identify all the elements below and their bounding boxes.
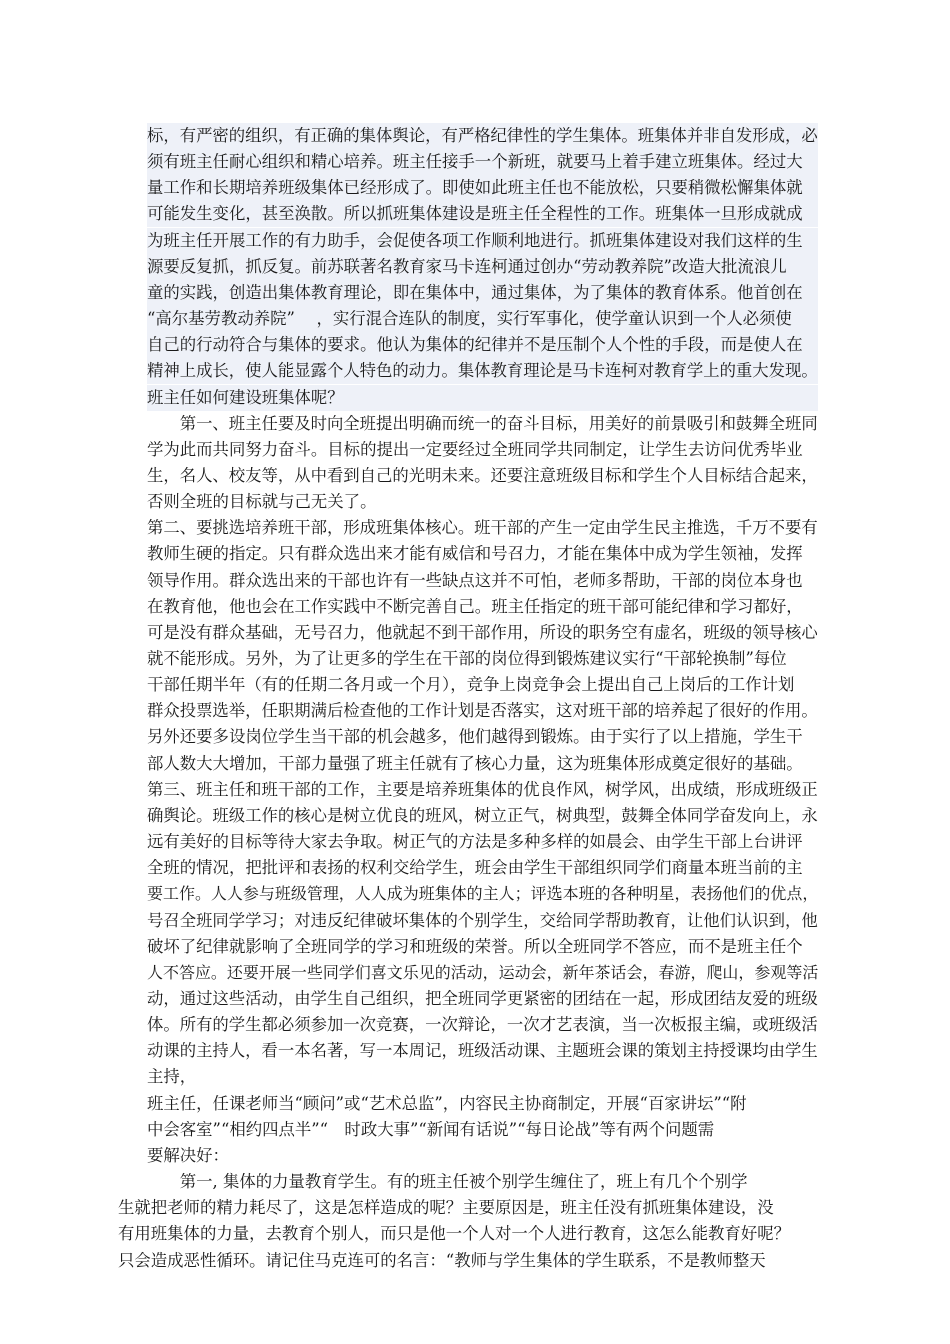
text-line: 第一、班主任要及时向全班提出明确而统一的奋斗目标，用美好的前景吸引和鼓舞全班同	[147, 413, 818, 433]
text-line: 群众投票选举，任职期满后检查他的工作计划是否落实，这对班干部的培养起了很好的作用。	[147, 701, 818, 721]
text-line: 要工作。人人参与班级管理，人人成为班集体的主人；评选本班的各种明星，表扬他们的优点，	[147, 884, 818, 904]
text-line: 生就把老师的精力耗尽了，这是怎样造成的呢？主要原因是，班主任没有抓班集体建设，没	[118, 1198, 774, 1218]
text-line: 人不答应。还要开展一些同学们喜文乐见的活动，运动会，新年茶话会，春游，爬山，参观等活	[147, 962, 818, 982]
text-line: 要解决好：	[147, 1145, 229, 1165]
text-line: 确舆论。班级工作的核心是树立优良的班风，树立正气，树典型，鼓舞全体同学奋发向上，永	[147, 805, 818, 825]
text-line: 部人数大大增加，干部力量强了班主任就有了核心力量，这为班集体形成奠定很好的基础。	[147, 753, 803, 773]
text-line: 否则全班的目标就与己无关了。	[147, 492, 377, 512]
text-line: 童的实践，创造出集体教育理论，即在集体中，通过集体，为了集体的教育体系。他首创在	[147, 280, 818, 306]
text-line: 第二、要挑选培养班干部，形成班集体核心。班干部的产生一定由学生民主推选，千万不要有	[147, 518, 818, 538]
text-line: 动课的主持人，看一本名著，写一本周记，班级活动课、主题班会课的策划主持授课均由学生	[147, 1041, 818, 1061]
text-line: 源要反复抓，抓反复。前苏联著名教育家马卡连柯通过创办“劳动教养院”改造大批流浪儿	[147, 254, 818, 280]
text-line: 就不能形成。另外，为了让更多的学生在干部的岗位得到锻炼建议实行“干部轮换制”每位	[147, 649, 787, 668]
text-line: 动，通过这些活动，由学生自己组织，把全班同学更紧密的团结在一起，形成团结友爱的班级	[147, 988, 818, 1008]
text-line: 中会客室”“相约四点半”“ 时政大事”“新闻有话说”“每日论战”等有两个问题需	[147, 1119, 715, 1139]
text-line: 自己的行动符合与集体的要求。他认为集体的纪律并不是压制个人个性的手段，而是使人在	[147, 332, 818, 358]
text-line: 主持，	[147, 1067, 197, 1087]
text-line: 干部任期半年（有的任期二各月或一个月），竞争上岗竞争会上提出自己上岗后的工作计划	[147, 675, 795, 695]
text-line: 量工作和长期培养班级集体已经形成了。即使如此班主任也不能放松，只要稍微松懈集体就	[147, 175, 818, 201]
text-line: 领导作用。群众选出来的干部也许有一些缺点这并不可怕，老师多帮助，干部的岗位本身也	[147, 570, 803, 590]
text-line: 为班主任开展工作的有力助手，会促使各项工作顺利地进行。抓班集体建设对我们这样的生	[147, 228, 818, 254]
text-line: 须有班主任耐心组织和精心培养。班主任接手一个新班，就要马上着手建立班集体。经过大	[147, 149, 818, 175]
text-line: 远有美好的目标等待大家去争取。树正气的方法是多种多样的如晨会、由学生干部上台讲评	[147, 832, 803, 851]
text-line: 另外还要多设岗位学生当干部的机会越多，他们越得到锻炼。由于实行了以上措施，学生干	[147, 727, 803, 747]
text-line: 学为此而共同努力奋斗。目标的提出一定要经过全班同学共同制定，让学生去访问优秀毕业	[147, 439, 803, 459]
text-line: 全班的情况，把批评和表扬的权利交给学生，班会由学生干部组织同学们商量本班当前的主	[147, 858, 803, 878]
text-line: 破坏了纪律就影响了全班同学的学习和班级的荣誉。所以全班同学不答应，而不是班主任个	[147, 936, 803, 956]
text-line: 号召全班同学学习；对违反纪律破坏集体的个别学生，交给同学帮助教育，让他们认识到，他	[147, 910, 818, 930]
text-line: 第三、班主任和班干部的工作，主要是培养班集体的优良作风，树学风，出成绩，形成班级正	[147, 779, 818, 799]
text-line: 体。所有的学生都必须参加一次竞赛，一次辩论，一次才艺表演，当一次板报主编，或班级活	[147, 1015, 818, 1035]
text-line: 精神上成长，使人能显露个人特色的动力。集体教育理论是马卡连柯对教育学上的重大发现。	[147, 358, 818, 384]
text-line: 可是没有群众基础，无号召力，他就起不到干部作用，所设的职务空有虚名，班级的领导核心	[147, 622, 818, 642]
text-line: “高尔基劳教动养院” ，实行混合连队的制度，实行军事化，使学童认识到一个人必须使	[147, 306, 818, 332]
text-line: 只会造成恶性循环。请记住马克连可的名言：“教师与学生集体的学生联系，不是教师整天	[118, 1250, 766, 1270]
text-line: 班主任，任课老师当“顾问”或“艺术总监”，内容民主协商制定，开展“百家讲坛”“附	[147, 1093, 747, 1113]
text-line: 班主任如何建设班集体呢？	[147, 385, 818, 411]
text-line: 教师生硬的指定。只有群众选出来才能有威信和号召力，才能在集体中成为学生领袖，发挥	[147, 544, 803, 564]
text-line: 有用班集体的力量，去教育个别人，而只是他一个人对一个人进行教育，这怎么能教育好呢？	[118, 1224, 791, 1244]
text-line: 第一, 集体的力量教育学生。有的班主任被个别学生缠住了，班上有几个个别学	[147, 1172, 748, 1191]
text-line: 标，有严密的组织，有正确的集体舆论，有严格纪律性的学生集体。班集体并非自发形成，必	[147, 123, 818, 149]
text-line: 可能发生变化，甚至涣散。所以抓班集体建设是班主任全程性的工作。班集体一旦形成就成	[147, 201, 818, 227]
text-line: 生，名人、校友等，从中看到自己的光明未来。还要注意班级目标和学生个人目标结合起来，	[147, 465, 818, 485]
text-line: 在教育他，他也会在工作实践中不断完善自己。班主任指定的班干部可能纪律和学习都好，	[147, 596, 803, 616]
